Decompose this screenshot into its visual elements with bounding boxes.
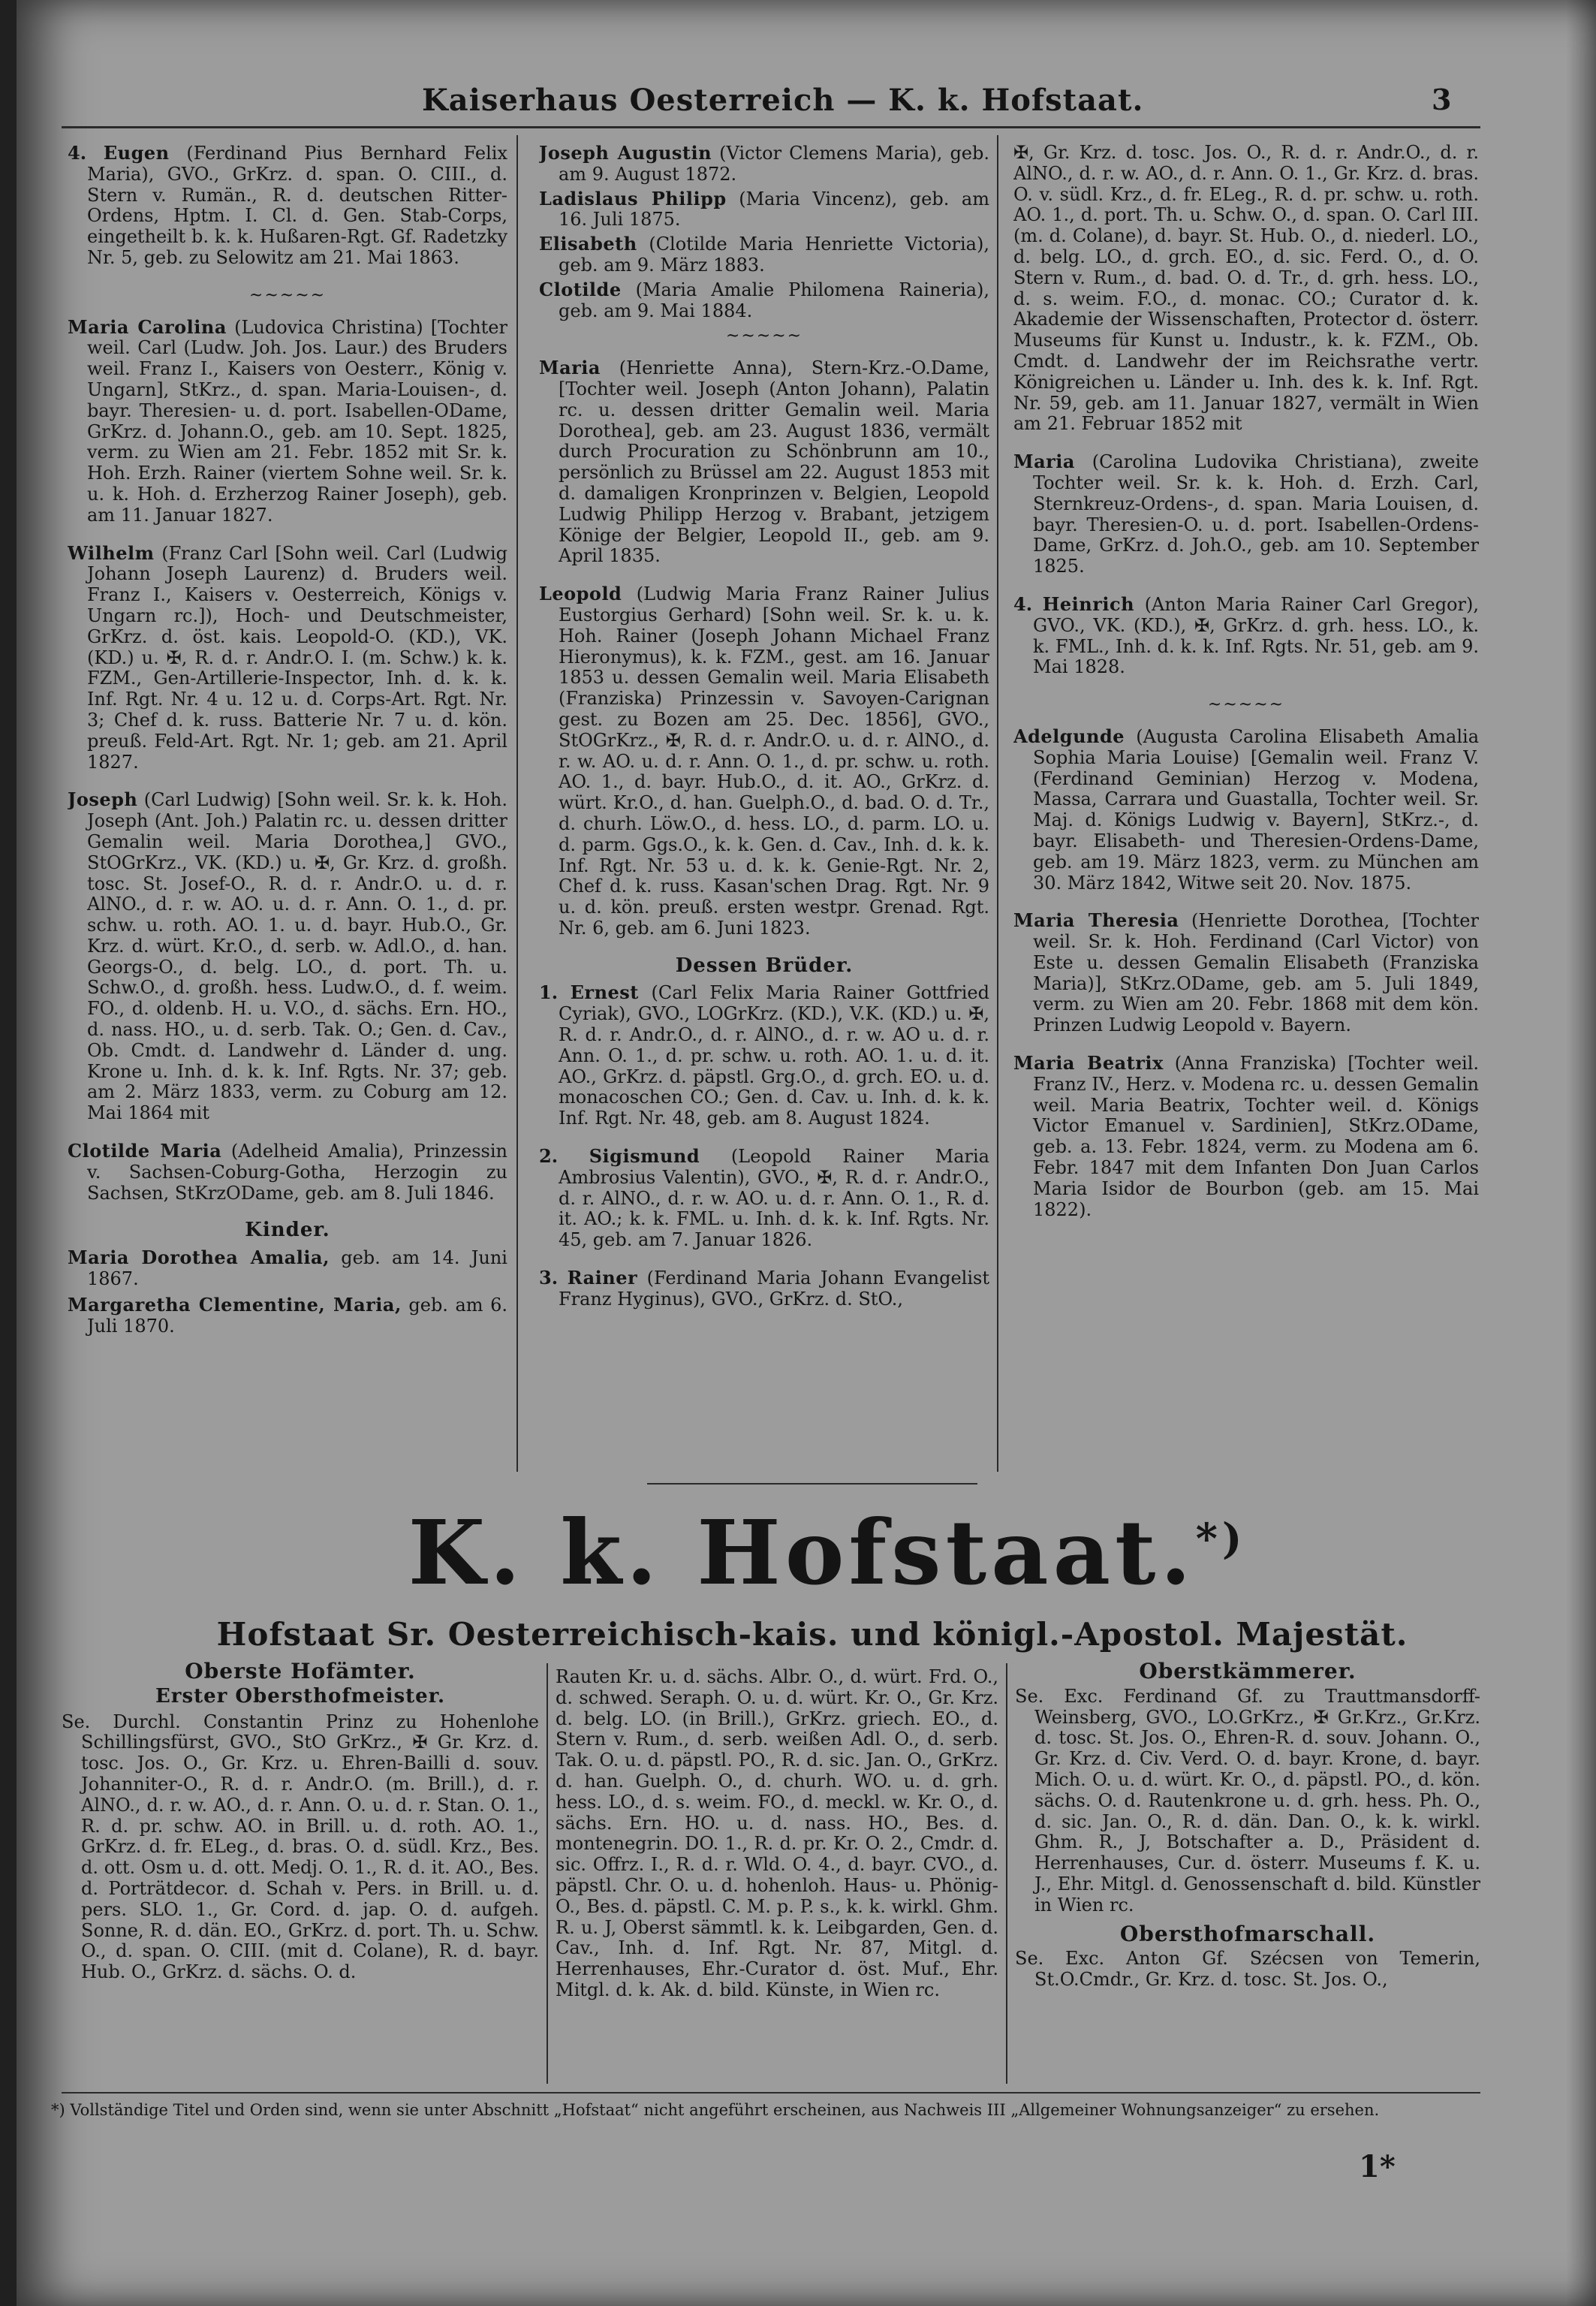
entry-maria-theresia: Maria Theresia (Henriette Dorothea, [Tochter weil. Sr. k. Hoh. Ferdinand (Carl Victor) von Este u. dessen Gemalin Elisabeth (Franziska Maria)], StKrz.ODame, geb. am 5. Juli 1849, verm. zu Wien am 20. Febr. 1868 mit dem kön. Prinzen Ludwig Leopold v. Bayern. bbox=[1013, 909, 1479, 1036]
hofstaat-column-1 bbox=[62, 1661, 539, 2089]
header-rule bbox=[62, 126, 1480, 128]
entry-name: Maria Carolina bbox=[68, 315, 227, 338]
entry-name: Ernest bbox=[570, 981, 639, 1004]
signature-mark: 1* bbox=[1359, 2149, 1396, 2184]
entry-maria-henriette: Maria (Henriette Anna), Stern-Krz.-O.Dame, [Tochter weil. Joseph (Anton Johann), Palatin rc. u. dessen dritter Gemalin weil. Maria Dorothea], geb. am 23. August 1836, vermält durch Procuration zu Schönbrunn am 10., persönlich zu Brüssel am 22. August 1853 mit d. damaligen Kronprinzen v. Belgien, Leopold Ludwig Philipp Herzog v. Brabant, jetzigem Könige der Belgier, Leopold II., geb. am 9. April 1835. bbox=[539, 357, 989, 567]
entry-name: Wilhelm bbox=[68, 541, 155, 564]
entry-eugen: 4. Eugen (Ferdinand Pius Bernhard Felix Maria), GVO., GrKrz. d. span. O. CIII., d. Stern v. Rumän., R. d. deutschen Ritter-Ordens, Hptm. I. Cl. d. Gen. Stab-Corps, eingetheilt b. k. k. Hußaren-Rgt. Gf. Radetzky Nr. 5, geb. zu Selowitz am 21. Mai 1863. bbox=[68, 143, 507, 268]
entry-rainer-continued: ✠, Gr. Krz. d. tosc. Jos. O., R. d. r. Andr.O., d. r. AlNO., d. r. w. AO., d. r. Ann. O. 1., Gr. Krz. d. bras. O. v. südl. Krz., d. fr. ELeg., R. d. pr. schw. u. roth. AO. 1., d. port. Th. u. Schw. O., d. span. O. Carl III. (m. d. Colane), d. bayr. St. Hub. O., d. niederl. LO., d. belg. LO., d. grch. EO., d. sic. Ferd. O., d. O. Stern v. Rum., d. bad. O. d. Tr., d. grh. hess. LO., d. s. weim. F.O., d. monac. CO.; Curator d. k. Akademie der Wissenschaften, Protector d. österr. Museums für Kunst u. Industr., k. k. FZM., Ob. Cmdt. d. Landwehr der im Reichsrathe vertr. Königreichen u. Länder u. Inh. des k. k. Inf. Rgt. Nr. 59, geb. am 11. Januar 1827, vermält in Wien am 21. Februar 1852 mit bbox=[1013, 143, 1479, 435]
footnote-rule bbox=[62, 2092, 1480, 2093]
section-rule bbox=[647, 1483, 977, 1485]
entry-obersthofmeister-continued: Rauten Kr. u. d. sächs. Albr. O., d. würt. Frd. O., d. schwed. Seraph. O. u. d. würt. Kr. O., Gr. Krz. d. belg. LO. (in Brill.), GrKrz. griech. EO., d. Stern v. Rum., d. serb. weißen Adl. O., d. serb. Tak. O. u. d. päpstl. PO., R. d. sic. Jan. O., GrKrz. d. han. Guelph. O., d. churh. WO. u. d. grh. hess. LO., d. s. weim. FO., d. meckl. w. Kr. O., d. sächs. Ern. HO. u. d. nass. HO., Bes. d. montenegrin. DO. 1., R. d. pr. Kr. O. 2., Cmdr. d. sic. Offrz. I., R. d. r. Wld. O. 4., d. bayr. CVO., d. päpstl. Chr. O. u. d. hohenloh. Haus- u. Phönig-O., Bes. d. päpstl. C. M. p. P. s., k. k. wirkl. Ghm. R. u. J, Oberst sämmtl. k. k. Leibgarden, Gen. d. Cav., Inh. d. Inf. Rgt. Nr. 87, Mitgl. d. Herrenhauses, Ehr.-Curator d. öst. Muf., Ehr. Mitgl. d. k. Ak. d. bild. Künste, in Wien rc. bbox=[556, 1667, 998, 2000]
entry-oberstkaemmerer: Se. Exc. Ferdinand Gf. zu Trauttmansdorff-Weinsberg, GVO., LO.GrKrz., ✠ Gr.Krz., Gr.Krz. d. tosc. St. Jos. O., Ehren-R. d. souv. Johann. O., Gr. Krz. d. Civ. Verd. O. d. bayr. Krone, d. bayr. Mich. O. u. d. würt. Kr. O., d. päpstl. PO., d. kön. sächs. O. d. Rautenkrone u. d. grh. hess. Ph. O., d. sic. Jan. O., R. d. dän. Dan. O., k. k. wirkl. Ghm. R., J, Botschafter a. D., Präsident d. Herrenhauses, Cur. d. österr. Museums f. K. u. J., Ehr. Mitgl. d. Genossenschaft d. bild. Künstler in Wien rc. bbox=[1015, 1685, 1480, 1916]
entry-name: Ladislaus Philipp bbox=[539, 187, 727, 209]
section-heading-kinder: Kinder. bbox=[245, 1219, 330, 1242]
column-separator bbox=[516, 135, 518, 1472]
entry-name: Elisabeth bbox=[539, 233, 637, 255]
entry-name: Rainer bbox=[567, 1267, 638, 1289]
entry-name: Maria bbox=[1013, 451, 1075, 473]
footnote: *) Vollständige Titel und Orden sind, wenn sie unter Abschnitt „Hofstaat“ nicht angeführt erscheinen, aus Nachweis III „Allgemeiner Wohnungsanzeiger“ zu ersehen. bbox=[51, 2101, 1380, 2119]
section-title-hofstaat: K. k. Hofstaat.*) bbox=[408, 1500, 1247, 1605]
column-separator bbox=[547, 1663, 548, 2084]
entry-maria-carolina-ludovika: Maria (Carolina Ludovika Christiana), zweite Tochter weil. Sr. k. k. Hoh. d. Erzh. Carl, Sternkreuz-Ordens-, d. span. Maria Louisen, d. bayr. Theresien-O. u. d. port. Isabellen-Ordens-Dame, GrKrz. d. Joh.O., geb. am 10. September 1825. bbox=[1013, 451, 1479, 577]
entry-wilhelm: Wilhelm (Franz Carl [Sohn weil. Carl (Ludwig Johann Joseph Laurenz) d. Bruders weil. Franz I., Kaisers v. Oesterreich, Königs v. Ungarn rc.]), Hoch- und Deutschmeister, GrKrz. d. öst. kais. Leopold-O. (KD.), VK. (KD.) u. ✠, R. d. r. Andr.O. I. (m. Schw.) k. k. FZM., Gen-Artillerie-Inspector, Inh. d. k. k. Inf. Rgt. Nr. 4 u. 12 u. d. Corps-Art. Rgt. Nr. 3; Chef d. k. russ. Batterie Nr. 7 u. d. kön. preuß. Feld-Art. Rgt. Nr. 1; geb. am 21. April 1827. bbox=[68, 541, 507, 773]
entry-name: Clotilde Maria bbox=[68, 1140, 222, 1162]
ornament-divider: ~~~~~ bbox=[248, 285, 327, 305]
page-number: 3 bbox=[1432, 83, 1452, 116]
entry-clotilde: Clotilde (Maria Amalie Philomena Raineria), geb. am 9. Mai 1884. bbox=[539, 278, 989, 321]
page bbox=[17, 0, 1596, 2306]
entry-name: Maria Dorothea Amalia, bbox=[68, 1246, 330, 1269]
entry-name: Maria bbox=[539, 357, 601, 379]
entry-name: Joseph bbox=[68, 788, 138, 811]
ornament-divider: ~~~~~ bbox=[1207, 695, 1285, 715]
entry-heinrich: 4. Heinrich (Anton Maria Rainer Carl Gregor), GVO., VK. (KD.), ✠, GrKrz. d. grh. hess. LO., k. k. FML., Inh. d. k. k. Inf. Rgts. Nr. 51, geb. am 9. Mai 1828. bbox=[1013, 592, 1479, 678]
entry-elisabeth: Elisabeth (Clotilde Maria Henriette Victoria), geb. am 9. März 1883. bbox=[539, 233, 989, 276]
entry-obersthofmarschall: Se. Exc. Anton Gf. Szécsen von Temerin, St.O.Cmdr., Gr. Krz. d. tosc. St. Jos. O., bbox=[1015, 1948, 1480, 1991]
entry-name: Maria Theresia bbox=[1013, 909, 1179, 932]
entry-ladislaus: Ladislaus Philipp (Maria Vincenz), geb. am 16. Juli 1875. bbox=[539, 187, 989, 231]
entry-joseph: Joseph (Carl Ludwig) [Sohn weil. Sr. k. k. Hoh. Joseph (Ant. Joh.) Palatin rc. u. dessen dritter Gemalin weil. Maria Dorothea,] GVO., StOGrKrz., VK. (KD.) u. ✠, Gr. Krz. d. großh. tosc. St. Josef-O., R. d. r. Andr.O. u. d. r. AlNO., d. r. w. AO. u. d. r. Ann. O. 1., d. pr. schw. u. roth. AO. 1. u. d. bayr. Hub.O., Gr. Krz. d. würt. Kr.O., d. serb. w. Adl.O., d. han. Georgs-O., d. belg. LO., d. port. Th. u. Schw.O., d. großh. hess. Ludw.O., d. f. weim. FO., d. oldenb. H. u. V.O., d. sächs. Ern. HO., d. nass. HO., u. d. serb. Tak. O.; Gen. d. Cav., Ob. Cmdt. d. Landwehr d. Länder d. ung. Krone u. Inh. d. k. k. Inf. Rgts. Nr. 37; geb. am 2. März 1833, verm. zu Coburg am 12. Mai 1864 mit bbox=[68, 788, 507, 1124]
entry-maria-carolina: Maria Carolina (Ludovica Christina) [Tochter weil. Carl (Ludw. Joh. Jos. Laur.) des Bruders weil. Franz I., Kaisers von Oesterr., König v. Ungarn], StKrz., d. span. Maria-Louisen-, d. bayr. Theresien- u. d. port. Isabellen-ODame, GrKrz. d. Johann.O., geb. am 10. Sept. 1825, verm. zu Wien am 21. Febr. 1852 mit Sr. k. Hoh. Erzh. Rainer (viertem Sohne weil. Sr. k. u. k. Hoh. d. Erzherzog Rainer Joseph), geb. am 11. Januar 1827. bbox=[68, 315, 507, 526]
heading-obersthofmarschall: Obersthofmarschall. bbox=[1119, 1921, 1376, 1946]
entry-maria-beatrix: Maria Beatrix (Anna Franziska) [Tochter weil. Franz IV., Herz. v. Modena rc. u. dessen Gemalin weil. Maria Beatrix, Tochter weil. d. Königs Victor Emanuel v. Sardinien], StKrz.ODame, geb. a. 13. Febr. 1824, verm. zu Modena am 6. Febr. 1847 mit dem Infanten Don Juan Carlos Maria Isidor de Bourbon (geb. am 15. Mai 1822). bbox=[1013, 1052, 1479, 1220]
page-shadow bbox=[1566, 0, 1596, 2306]
heading-obersthofmeister: Erster Obersthofmeister. bbox=[155, 1684, 446, 1708]
entry-name: Heinrich bbox=[1042, 592, 1135, 615]
hofstaat-column-3 bbox=[1015, 1661, 1480, 2089]
entry-name: Joseph Augustin bbox=[539, 143, 712, 164]
section-subtitle: Hofstaat Sr. Oesterreichisch-kais. und königl.-Apostol. Majestät. bbox=[216, 1616, 1408, 1653]
section-heading-brueder: Dessen Brüder. bbox=[675, 954, 854, 977]
entry-leopold: Leopold (Ludwig Maria Franz Rainer Julius Eustorgius Gerhard) [Sohn weil. Sr. k. u. k. Hoh. Rainer (Joseph Johann Michael Franz Hieronymus), k. k. FZM., gest. am 16. Januar 1853 u. dessen Gemalin weil. Maria Elisabeth (Franziska) Prinzessin v. Savoyen-Carignan gest. zu Bozen am 25. Dec. 1856], GVO., StOGrKrz., ✠, R. d. r. Andr.O. u. d. r. AlNO., d. r. w. AO. u. d. r. Ann. O. 1., d. pr. schw. u. roth. AO. 1., d. bayr. Hub.O., d. it. AO., GrKrz. d. würt. Kr.O., d. han. Guelph.O., d. bad. O. d. Tr., d. churh. Löw.O., d. hess. LO., d. parm. LO. u. d. parm. Ggs.O., k. k. Gen. d. Cav., Inh. d. k. k. Inf. Rgt. Nr. 53 u. d. k. k. Genie-Rgt. Nr. 2, Chef d. k. russ. Kasan'schen Drag. Rgt. Nr. 9 u. d. kön. preuß. ersten westpr. Grenad. Rgt. Nr. 6, geb. am 6. Juni 1823. bbox=[539, 583, 989, 939]
entry-clotilde-maria: Clotilde Maria (Adelheid Amalia), Prinzessin v. Sachsen-Coburg-Gotha, Herzogin zu Sachsen, StKrzODame, geb. am 8. Juli 1846. bbox=[68, 1140, 507, 1204]
entry-name: Maria Beatrix bbox=[1013, 1052, 1164, 1075]
entry-ernest: 1. Ernest (Carl Felix Maria Rainer Gottfried Cyriak), GVO., LOGrKrz. (KD.), V.K. (KD.) u. ✠, R. d. r. Andr.O., d. r. AlNO., d. r. w. AO u. d. r. Ann. O. 1., d. pr. schw. u. roth. AO. 1. u. d. it. AO., GrKrz. d. päpstl. Grg.O., d. grch. EO. u. d. monacoschen CO.; Gen. d. Cav. u. Inh. d. k. k. Inf. Rgt. Nr. 48, geb. am 8. August 1824. bbox=[539, 981, 989, 1129]
column-separator bbox=[997, 135, 998, 1472]
footnote-marker: *) bbox=[1195, 1514, 1247, 1564]
entry-child: Margaretha Clementine, Maria, geb. am 6. Juli 1870. bbox=[68, 1293, 507, 1337]
hofstaat-column-2 bbox=[556, 1667, 998, 2091]
heading-oberstkaemmerer: Oberstkämmerer. bbox=[1139, 1661, 1357, 1684]
entry-joseph-augustin: Joseph Augustin (Victor Clemens Maria), geb. am 9. August 1872. bbox=[539, 143, 989, 185]
column-3 bbox=[1013, 143, 1479, 1476]
column-2 bbox=[539, 143, 989, 1476]
running-header: Kaiserhaus Oesterreich — K. k. Hofstaat. bbox=[422, 83, 1144, 118]
heading-oberste-hofaemter: Oberste Hofämter. bbox=[185, 1661, 416, 1684]
entry-adelgunde: Adelgunde (Augusta Carolina Elisabeth Amalia Sophia Maria Louise) [Gemalin weil. Franz V. (Ferdinand Geminian) Herzog v. Modena, Massa, Carrara und Guastalla, Tochter weil. Sr. Maj. d. Königs Ludwig v. Bayern], StKrz.-, d. bayr. Elisabeth- und Theresien-Ordens-Dame, geb. am 19. März 1823, verm. zu München am 30. März 1842, Witwe seit 20. Nov. 1875. bbox=[1013, 725, 1479, 894]
entry-sigismund: 2. Sigismund (Leopold Rainer Maria Ambrosius Valentin), GVO., ✠, R. d. r. Andr.O., d. r. AlNO., d. r. w. AO. u. d. r. Ann. O. 1., R. d. it. AO.; k. k. FML. u. Inh. d. k. k. Inf. Rgts. Nr. 45, geb. am 7. Januar 1826. bbox=[539, 1145, 989, 1251]
entry-child: Maria Dorothea Amalia, geb. am 14. Juni 1867. bbox=[68, 1246, 507, 1290]
entry-name: Eugen bbox=[103, 143, 170, 164]
entry-name: Leopold bbox=[539, 583, 622, 605]
entry-name: Clotilde bbox=[539, 278, 622, 300]
entry-name: Margaretha Clementine, Maria, bbox=[68, 1293, 402, 1316]
column-separator bbox=[1006, 1663, 1007, 2084]
ornament-divider: ~~~~~ bbox=[725, 327, 803, 346]
entry-rainer: 3. Rainer (Ferdinand Maria Johann Evangelist Franz Hyginus), GVO., GrKrz. d. StO., bbox=[539, 1267, 989, 1310]
entry-obersthofmeister: Se. Durchl. Constantin Prinz zu Hohenlohe Schillingsfürst, GVO., StO GrKrz., ✠ Gr. Krz. d. tosc. Jos. O., Gr. Krz. u. Ehren-Bailli d. souv. Johanniter-O., R. d. r. Andr.O. (m. Brill.), d. r. AlNO., d. r. w. AO., d. r. Ann. O. u. d. r. Stan. O. 1., R. d. pr. schw. AO. in Brill. u. d. roth. AO. 1., GrKrz. d. fr. ELeg., d. bras. O. d. südl. Krz., Bes. d. ott. Osm u. d. ott. Medj. O. 1., R. d. it. AO., Bes. d. Porträtdecor. d. Schah v. Pers. in Brill. u. d. pers. SLO. 1., Gr. Cord. d. jap. O. d. aufgeh. Sonne, R. d. dän. EO., GrKrz. d. port. Th. u. Schw. O., d. span. O. CIII. (mit d. Colane), R. d. bayr. Hub. O., GrKrz. d. sächs. O. d. bbox=[62, 1711, 539, 1983]
entry-name: Sigismund bbox=[589, 1145, 700, 1168]
entry-name: Adelgunde bbox=[1013, 725, 1125, 747]
column-1 bbox=[68, 143, 507, 1476]
